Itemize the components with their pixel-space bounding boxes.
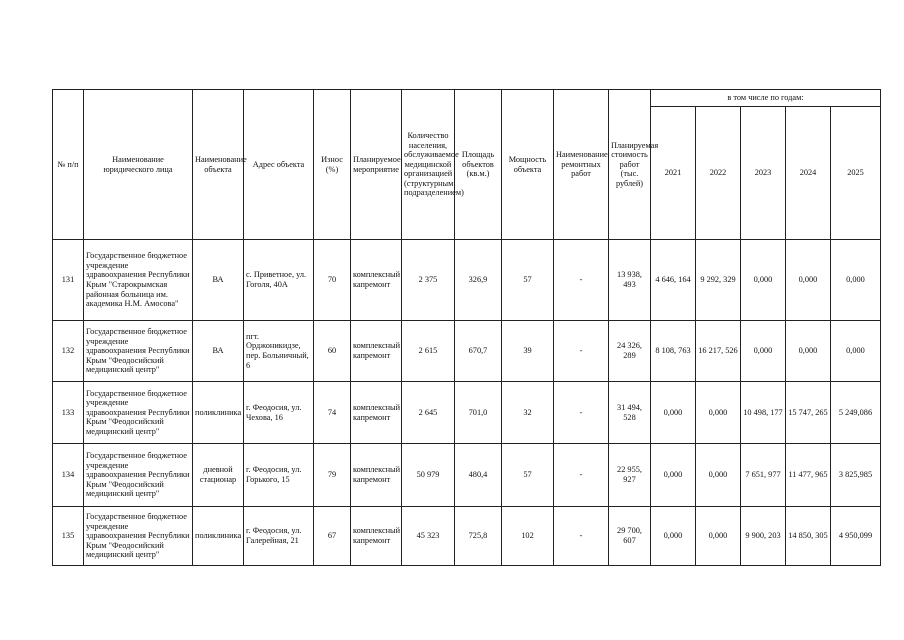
cell-year-2023: 9 900, 203: [741, 507, 786, 566]
cell-cost: 31 494, 528: [609, 382, 651, 444]
cell-population: 2 645: [402, 382, 455, 444]
header-year-2025: 2025: [831, 107, 881, 240]
cell-planned: комплексный капремонт: [351, 444, 402, 507]
cell-planned: комплексный капремонт: [351, 382, 402, 444]
header-wear: Износ (%): [314, 90, 351, 240]
cell-year-2023: 0,000: [741, 321, 786, 382]
cell-year-2023: 7 651, 977: [741, 444, 786, 507]
cell-year-2025: 0,000: [831, 321, 881, 382]
cell-year-2023: 0,000: [741, 240, 786, 321]
table-header: [53, 90, 881, 240]
header-address: Адрес объекта: [244, 90, 314, 240]
cell-num: 132: [53, 321, 84, 382]
header-year-2023: 2023: [741, 107, 786, 240]
header-cost: Планируемая стоимость работ (тыс. рублей): [609, 90, 651, 240]
cell-cost: 13 938, 493: [609, 240, 651, 321]
cell-year-2022: 0,000: [696, 444, 741, 507]
cell-planned: комплексный капремонт: [351, 240, 402, 321]
cell-repair-name: -: [554, 382, 609, 444]
cell-population: 50 979: [402, 444, 455, 507]
cell-num: 135: [53, 507, 84, 566]
cell-object-name: дневной стационар: [193, 444, 244, 507]
cell-year-2021: 0,000: [651, 444, 696, 507]
header-population: Количество населения, обслуживаемое медицинской организацией (структурным подразделением): [402, 90, 455, 240]
cell-object-name: ВА: [193, 240, 244, 321]
cell-year-2025: 4 950,099: [831, 507, 881, 566]
header-object-name: Наименование объекта: [193, 90, 244, 240]
cell-repair-name: -: [554, 507, 609, 566]
table-row: [53, 321, 881, 382]
cell-num: 134: [53, 444, 84, 507]
header-years-group: в том числе по годам:: [651, 90, 881, 107]
cell-address: г. Феодосия, ул. Галерейная, 21: [244, 507, 314, 566]
cell-entity: Государственное бюджетное учреждение здравоохранения Республики Крым "Феодосийский медицинский центр": [84, 444, 193, 507]
table-row: [53, 444, 881, 507]
cell-year-2023: 10 498, 177: [741, 382, 786, 444]
cell-year-2024: 11 477, 965: [786, 444, 831, 507]
cell-cost: 29 700, 607: [609, 507, 651, 566]
cell-year-2024: 0,000: [786, 321, 831, 382]
cell-year-2021: 8 108, 763: [651, 321, 696, 382]
cell-wear: 67: [314, 507, 351, 566]
table-body: [53, 240, 881, 566]
cell-area: 701,0: [455, 382, 502, 444]
cell-capacity: 39: [502, 321, 554, 382]
cell-repair-name: -: [554, 444, 609, 507]
table-row: [53, 240, 881, 321]
cell-area: 326,9: [455, 240, 502, 321]
cell-capacity: 57: [502, 240, 554, 321]
header-capacity: Мощность объекта: [502, 90, 554, 240]
cell-year-2025: 3 825,985: [831, 444, 881, 507]
cell-year-2025: 5 249,086: [831, 382, 881, 444]
header-year-2024: 2024: [786, 107, 831, 240]
cell-planned: комплексный капремонт: [351, 507, 402, 566]
cell-cost: 24 326, 289: [609, 321, 651, 382]
cell-object-name: поликлиника: [193, 382, 244, 444]
cell-entity: Государственное бюджетное учреждение здравоохранения Республики Крым "Старокрымская районная больница им. академика Н.М. Амосова": [84, 240, 193, 321]
cell-planned: комплексный капремонт: [351, 321, 402, 382]
cell-year-2021: 0,000: [651, 507, 696, 566]
cell-num: 133: [53, 382, 84, 444]
cell-capacity: 102: [502, 507, 554, 566]
header-year-2021: 2021: [651, 107, 696, 240]
header-planned: Планируемое мероприятие: [351, 90, 402, 240]
cell-wear: 70: [314, 240, 351, 321]
cell-year-2021: 0,000: [651, 382, 696, 444]
cell-address: г. Феодосия, ул. Чехова, 16: [244, 382, 314, 444]
cell-area: 670,7: [455, 321, 502, 382]
cell-wear: 60: [314, 321, 351, 382]
cell-capacity: 32: [502, 382, 554, 444]
header-repair-name: Наименование ремонтных работ: [554, 90, 609, 240]
cell-year-2022: 16 217, 526: [696, 321, 741, 382]
cell-object-name: поликлиника: [193, 507, 244, 566]
cell-address: г. Феодосия, ул. Горького, 15: [244, 444, 314, 507]
cell-address: с. Приветное, ул. Гоголя, 40А: [244, 240, 314, 321]
cell-entity: Государственное бюджетное учреждение здравоохранения Республики Крым "Феодосийский медицинский центр": [84, 321, 193, 382]
cell-population: 2 375: [402, 240, 455, 321]
table-row: [53, 382, 881, 444]
cell-year-2024: 14 850, 305: [786, 507, 831, 566]
cell-year-2024: 0,000: [786, 240, 831, 321]
cell-year-2022: 0,000: [696, 507, 741, 566]
header-entity: Наименование юридического лица: [84, 90, 193, 240]
cell-wear: 74: [314, 382, 351, 444]
cell-object-name: ВА: [193, 321, 244, 382]
header-area: Площадь объектов (кв.м.): [455, 90, 502, 240]
cell-population: 2 615: [402, 321, 455, 382]
cell-cost: 22 955, 927: [609, 444, 651, 507]
cell-area: 480,4: [455, 444, 502, 507]
cell-area: 725,8: [455, 507, 502, 566]
cell-year-2022: 0,000: [696, 382, 741, 444]
cell-year-2022: 9 292, 329: [696, 240, 741, 321]
cell-num: 131: [53, 240, 84, 321]
header-num: № п/п: [53, 90, 84, 240]
cell-year-2024: 15 747, 265: [786, 382, 831, 444]
cell-year-2025: 0,000: [831, 240, 881, 321]
header-year-2022: 2022: [696, 107, 741, 240]
cell-capacity: 57: [502, 444, 554, 507]
cell-entity: Государственное бюджетное учреждение здравоохранения Республики Крым "Феодосийский медицинский центр": [84, 507, 193, 566]
cell-entity: Государственное бюджетное учреждение здравоохранения Республики Крым "Феодосийский медицинский центр": [84, 382, 193, 444]
repair-plan-table: [52, 89, 881, 566]
cell-wear: 79: [314, 444, 351, 507]
cell-repair-name: -: [554, 240, 609, 321]
cell-population: 45 323: [402, 507, 455, 566]
cell-address: пгт. Орджоникидзе, пер. Больничный, 6: [244, 321, 314, 382]
table-row: [53, 507, 881, 566]
cell-repair-name: -: [554, 321, 609, 382]
cell-year-2021: 4 646, 164: [651, 240, 696, 321]
